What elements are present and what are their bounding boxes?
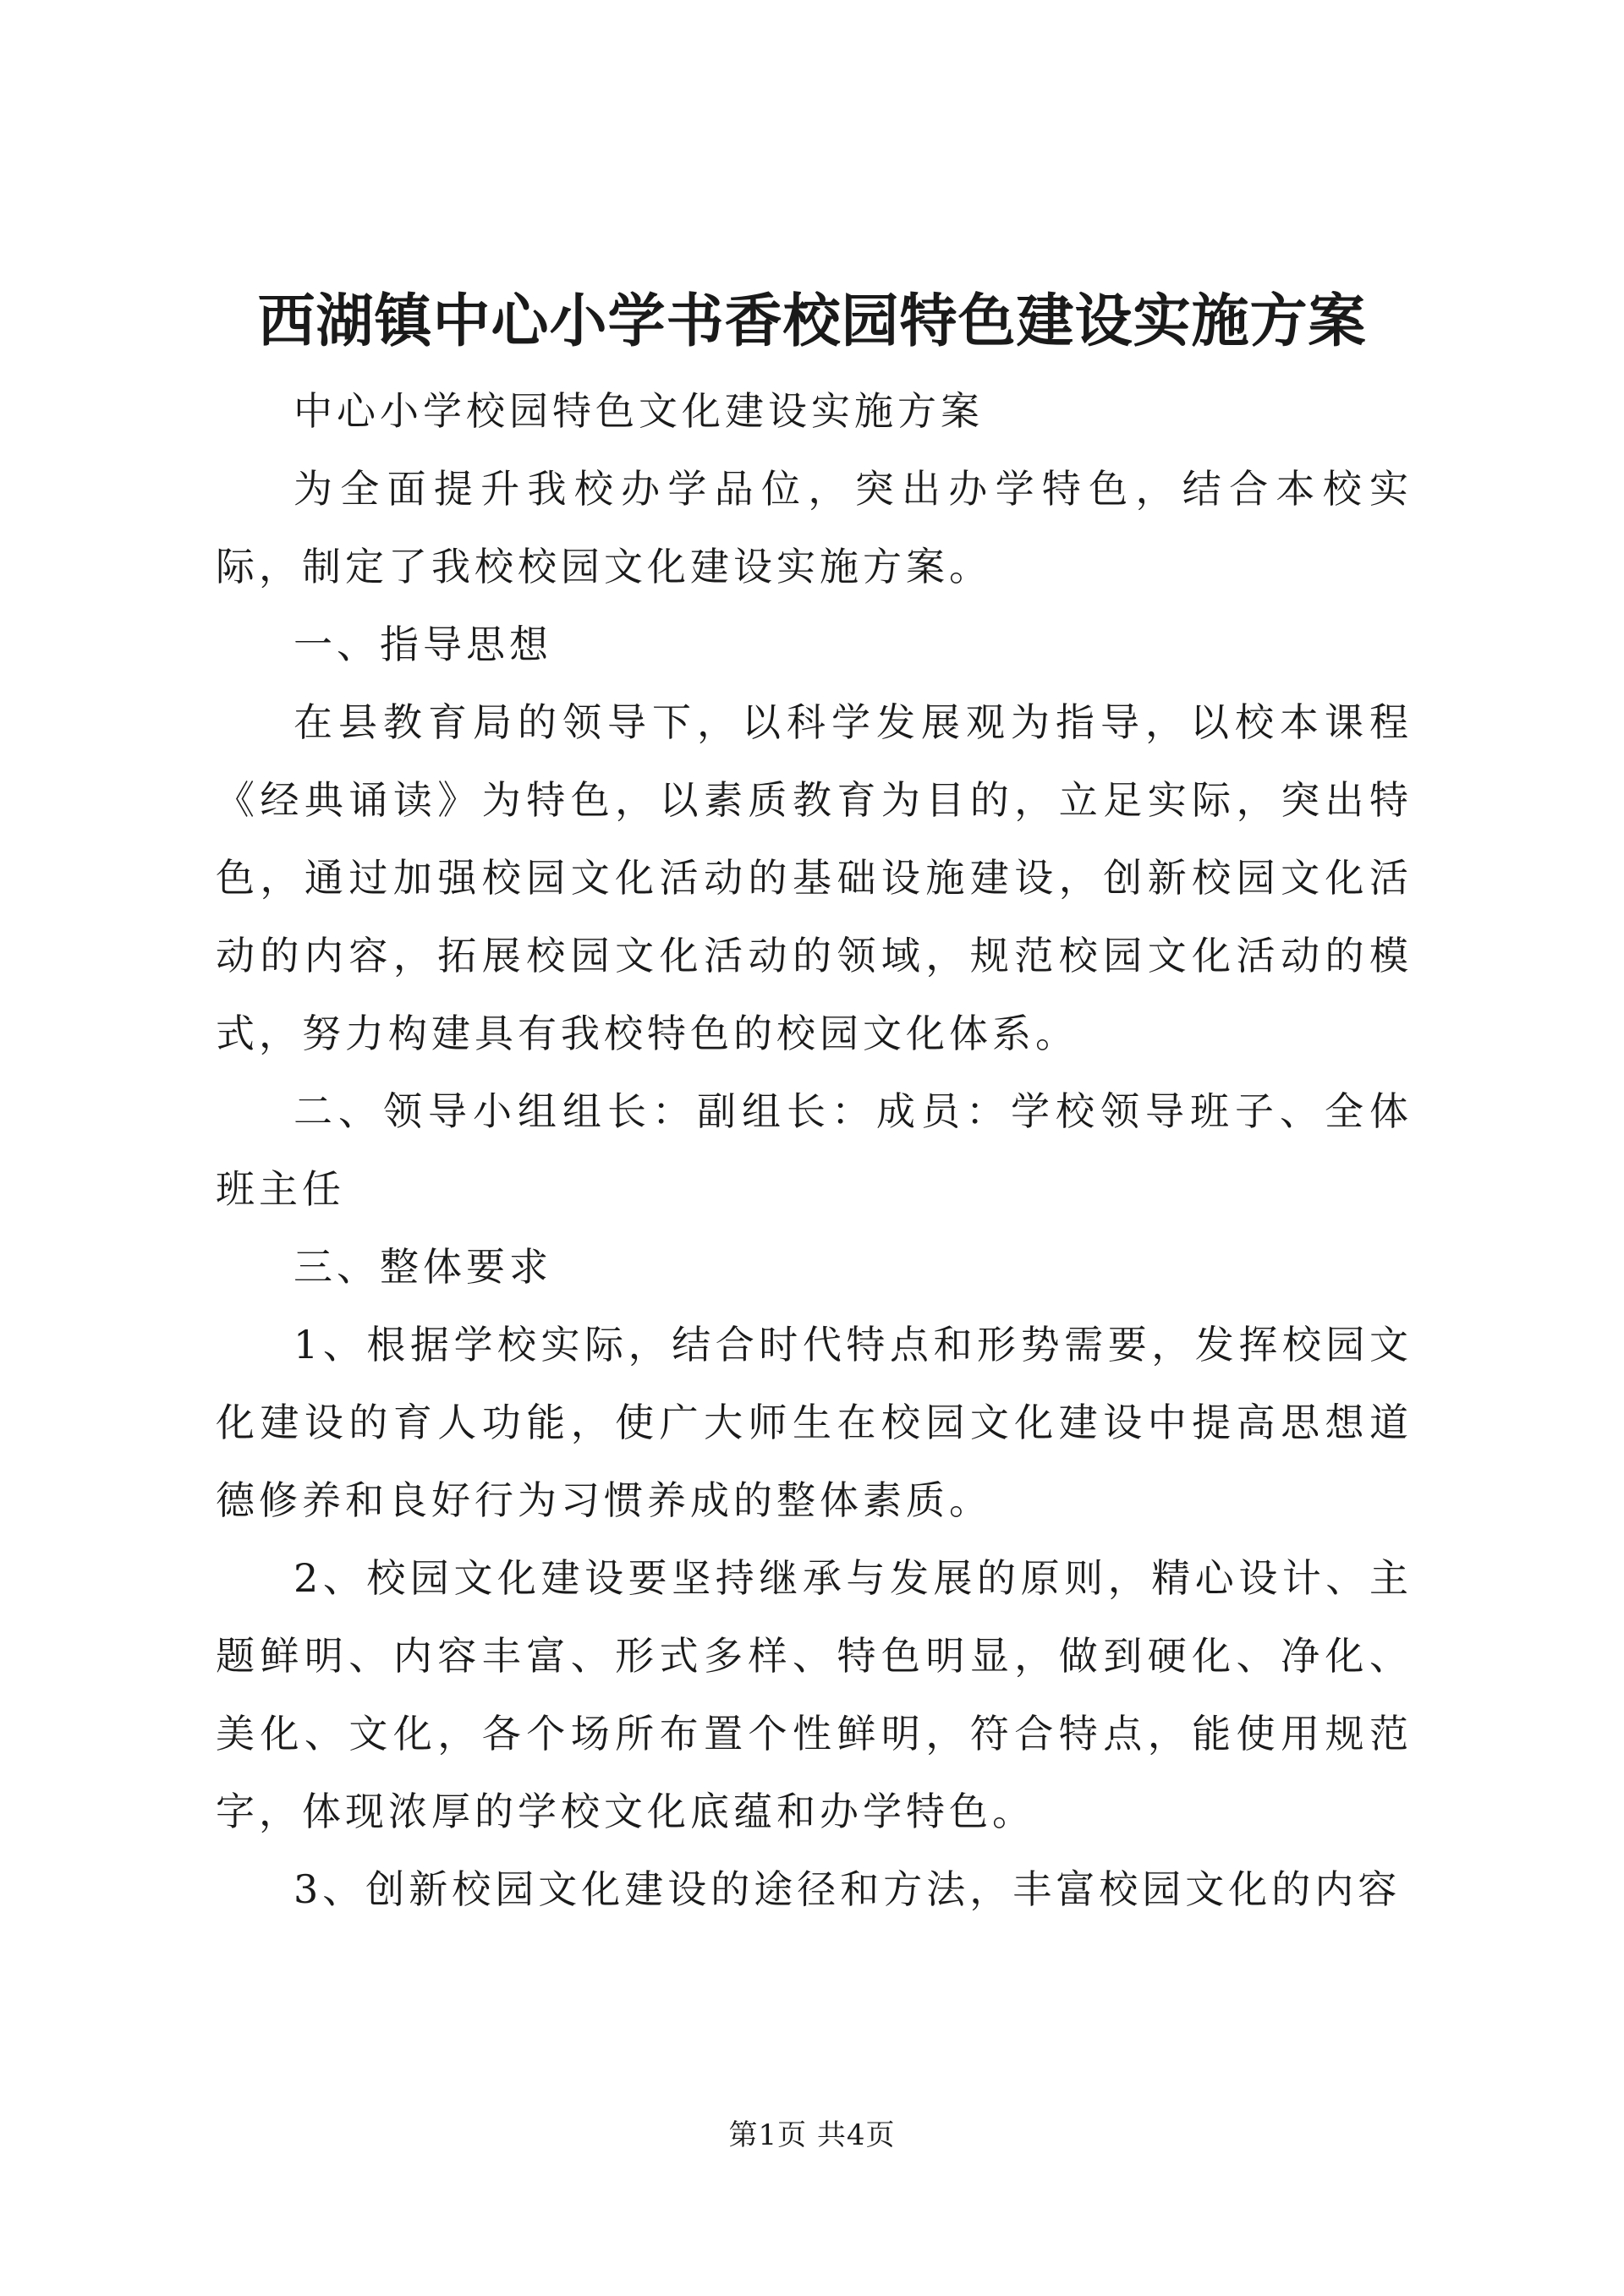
paragraph-requirement-3: 3、创新校园文化建设的途径和方法，丰富校园文化的内容 <box>294 1866 1402 1912</box>
paragraph-guiding-thought: 在县教育局的领导下，以科学发展观为指导，以校本课程《经典诵读》为特色，以素质教育为目的，立足实际，突出特色，通过加强校园文化活动的基础设施建设，创新校园文化活动的内容，拓展校园文化活动的领域，规范校园文化活动的模式，努力构建具有我校特色的校园文化体系。 <box>216 699 1413 1056</box>
document-title: 西湖镇中心小学书香校园特色建设实施方案 <box>257 288 1367 355</box>
page-footer: 第1页 共4页 <box>728 2118 896 2152</box>
document-body <box>216 372 1413 1928</box>
section-heading-guiding-thought: 一、指导思想 <box>294 622 552 667</box>
section-heading-overall-requirements: 三、整体要求 <box>294 1244 552 1290</box>
paragraph-intro: 为全面提升我校办学品位，突出办学特色，结合本校实际，制定了我校校园文化建设实施方案。 <box>216 466 1413 589</box>
paragraph-requirement-1: 1、根据学校实际，结合时代特点和形势需要，发挥校园文化建设的育人功能，使广大师生在校园文化建设中提高思想道德修养和良好行为习惯养成的整体素质。 <box>216 1322 1413 1523</box>
paragraph-requirement-2: 2、校园文化建设要坚持继承与发展的原则，精心设计、主题鲜明、内容丰富、形式多样、特色明显，做到硬化、净化、美化、文化，各个场所布置个性鲜明，符合特点，能使用规范字，体现浓厚的学校文化底蕴和办学特色。 <box>216 1555 1413 1834</box>
paragraph-leadership-group: 二、领导小组组长：副组长：成员：学校领导班子、全体班主任 <box>216 1088 1413 1212</box>
paragraph-subtitle: 中心小学校园特色文化建设实施方案 <box>294 388 984 434</box>
